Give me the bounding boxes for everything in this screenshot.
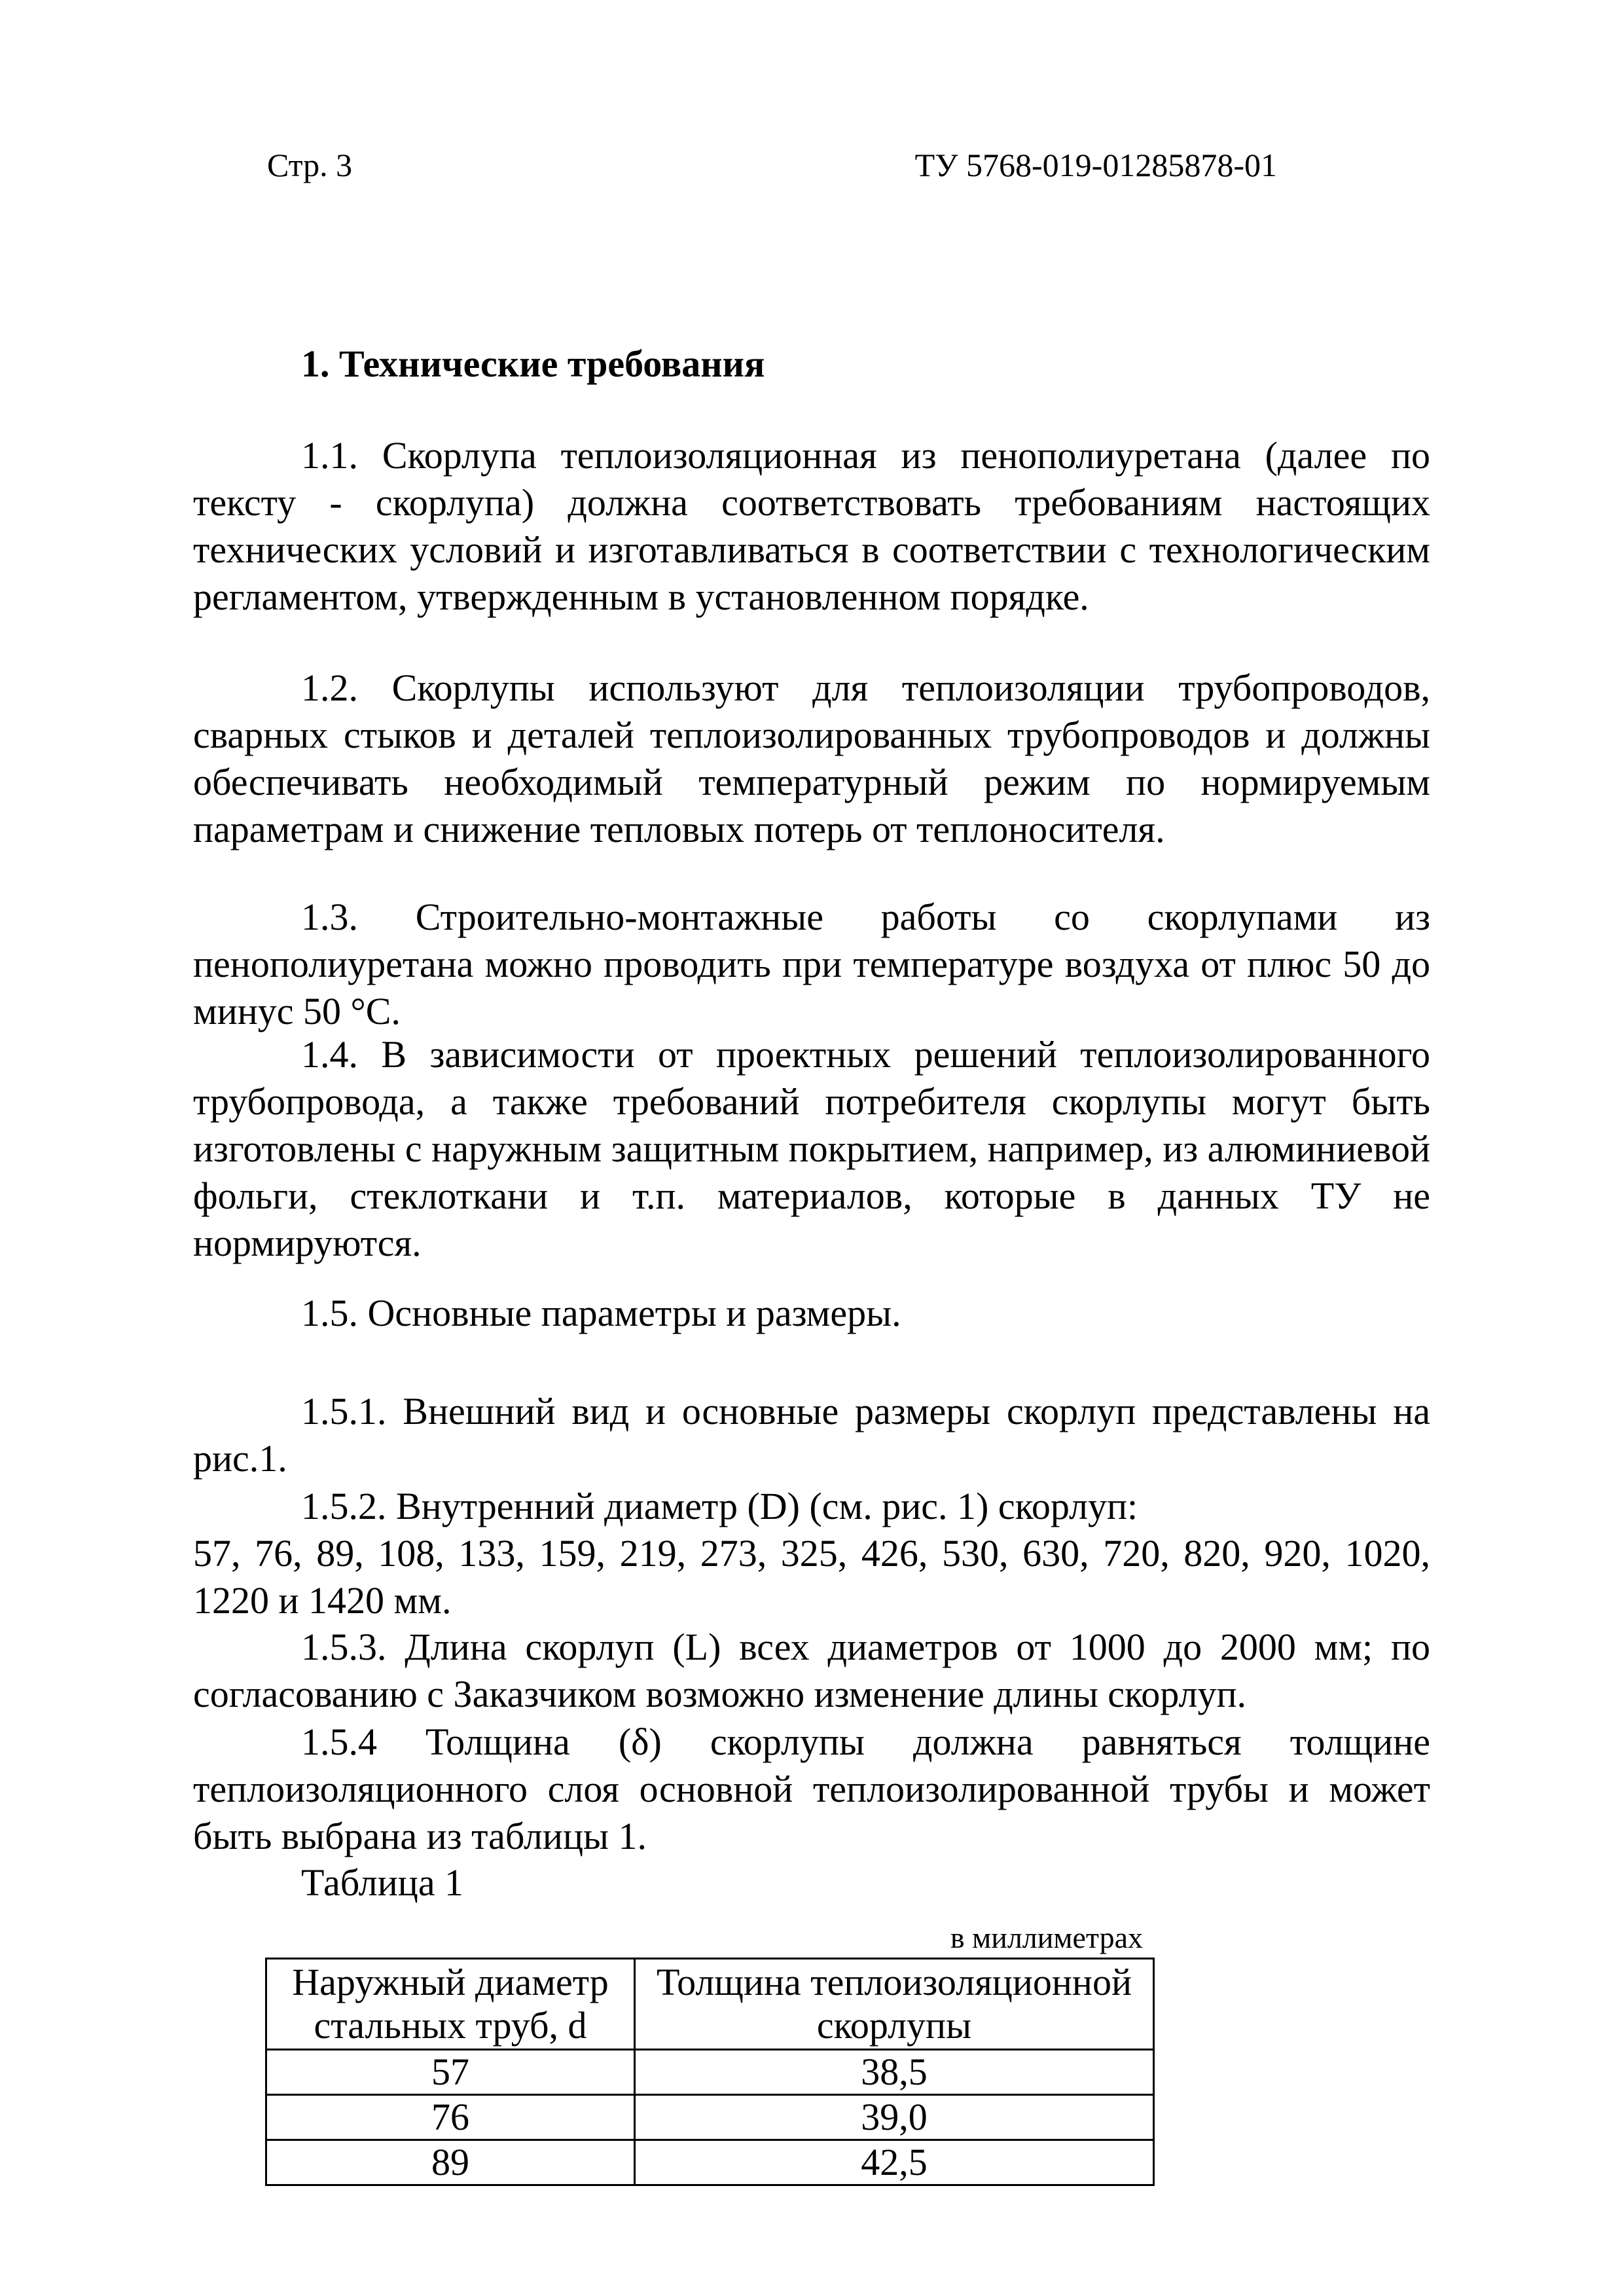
paragraph-1-5-4: 1.5.4 Толщина (δ) скорлупы должна равняться толщине теплоизоляционного слоя основной теплоизолированной трубы и может быть выбрана из таблицы 1. xyxy=(193,1721,1430,1857)
table-row xyxy=(266,2095,1154,2140)
thickness-table xyxy=(265,1958,1155,2186)
table-caption: Таблица 1 xyxy=(301,1861,464,1904)
table-cell-thickness: 39,0 xyxy=(635,2095,1154,2140)
document-code: ТУ 5768-019-01285878-01 xyxy=(914,147,1277,183)
page-number: Стр. 3 xyxy=(267,147,353,183)
paragraph-1-5-2-diameters: 57, 76, 89, 108, 133, 159, 219, 273, 325, 426, 530, 630, 720, 820, 920, 1020, 1220 и 1420 мм. xyxy=(193,1532,1430,1622)
table-row xyxy=(266,2050,1154,2095)
table-cell-thickness: 38,5 xyxy=(635,2050,1154,2095)
paragraph-1-5-3: 1.5.3. Длина скорлуп (L) всех диаметров от 1000 до 2000 мм; по согласованию с Заказчиком возможно изменение длины скорлуп. xyxy=(193,1626,1430,1715)
paragraph-1-2: 1.2. Скорлупы используют для теплоизоляции трубопроводов, сварных стыков и деталей теплоизолированных трубопроводов и должны обеспечивать необходимый температурный режим по нормируемым параметрам и снижение тепловых потерь от теплоносителя. xyxy=(193,666,1430,850)
paragraph-1-5: 1.5. Основные параметры и размеры. xyxy=(301,1292,901,1334)
paragraph-1-4: 1.4. В зависимости от проектных решений теплоизолированного трубопровода, а также требований потребителя скорлупы могут быть изготовлены с наружным защитным покрытием, например, из алюминиевой фольги, стеклоткани и т.п. материалов, которые в данных ТУ не нормируются. xyxy=(193,1033,1430,1264)
header-shell-thickness: Толщина теплоизоляционной скорлупы xyxy=(635,1959,1154,2050)
table-header-row xyxy=(266,1959,1154,2050)
table-cell-diameter: 57 xyxy=(266,2050,635,2095)
section-title: 1. Технические требования xyxy=(301,342,765,385)
paragraph-1-1: 1.1. Скорлупа теплоизоляционная из пенополиуретана (далее по тексту - скорлупа) должна соответствовать требованиям настоящих технических условий и изготавливаться в соответствии с технологическим регламентом, утвержденным в установленном порядке. xyxy=(193,434,1430,618)
table-cell-diameter: 89 xyxy=(266,2140,635,2185)
table-cell-thickness: 42,5 xyxy=(635,2140,1154,2185)
header-outer-diameter: Наружный диаметр стальных труб, d xyxy=(266,1959,635,2050)
table-units: в миллиметрах xyxy=(950,1921,1143,1954)
paragraph-1-5-1: 1.5.1. Внешний вид и основные размеры скорлуп представлены на рис.1. xyxy=(193,1390,1430,1480)
paragraph-1-5-2: 1.5.2. Внутренний диаметр (D) (см. рис. 1) скорлуп: xyxy=(301,1485,1138,1527)
table-cell-diameter: 76 xyxy=(266,2095,635,2140)
paragraph-1-3: 1.3. Строительно-монтажные работы со скорлупами из пенополиуретана можно проводить при температуре воздуха от плюс 50 до минус 50 °С. xyxy=(193,896,1430,1032)
table-row xyxy=(266,2140,1154,2185)
